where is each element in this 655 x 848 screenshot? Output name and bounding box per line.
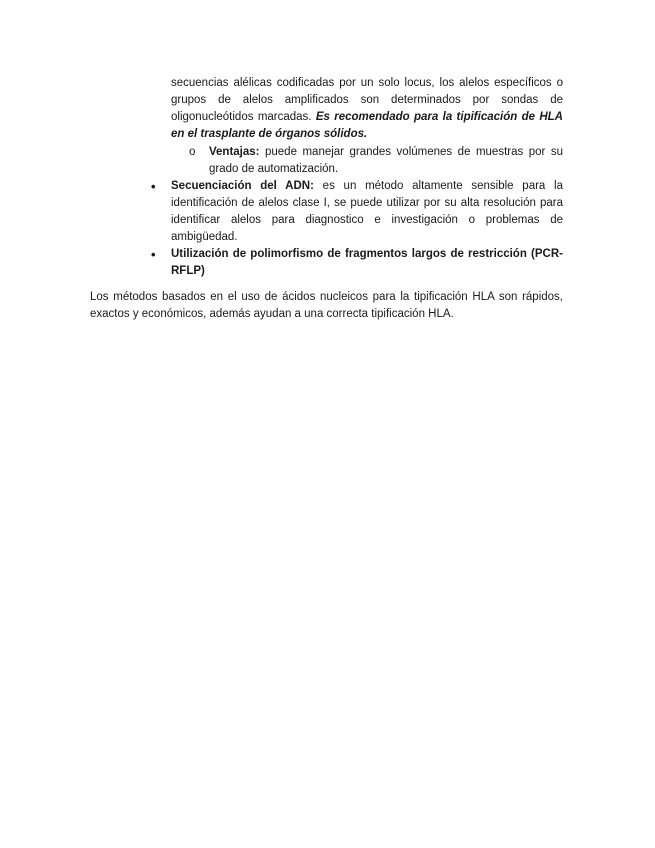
sub-item-label: Ventajas: [209, 146, 260, 158]
bullet-marker: • [151, 179, 156, 194]
list-item-label: Utilización de polimorfismo de fragmentos largos de restricción (PCR-RFLP) [171, 248, 563, 277]
body-paragraph: Los métodos basados en el uso de ácidos nucleicos para la tipificación HLA son rápidos, exactos y económicos, además ayudan a una correcta tipificación HLA. [90, 291, 563, 320]
list-item-pcr-rflp [171, 246, 563, 280]
sub-item-ventajas [209, 144, 563, 178]
sub-item-text: puede manejar grandes volúmenes de muestras por su grado de automatización. [209, 146, 563, 175]
list-item-secuenciacion [171, 178, 563, 246]
continuation-paragraph [171, 75, 563, 143]
continuation-emphasis: Es recomendado para la tipificación de HLA en el trasplante de órganos sólidos. [171, 111, 563, 140]
continuation-text: secuencias alélicas codificadas por un solo locus, los alelos específicos o grupos de alelos amplificados son determinados por sondas de oligonucleótidos marcadas. [171, 77, 563, 123]
list-item-text: es un método altamente sensible para la identificación de alelos clase I, se puede utilizar por su alta resolución para identificar alelos para diagnostico e investigación o problemas de ambigüedad. [171, 180, 564, 243]
list-item-label: Secuenciación del ADN: [171, 180, 314, 192]
sub-item-marker: o [189, 146, 196, 158]
bullet-marker: • [151, 247, 156, 262]
